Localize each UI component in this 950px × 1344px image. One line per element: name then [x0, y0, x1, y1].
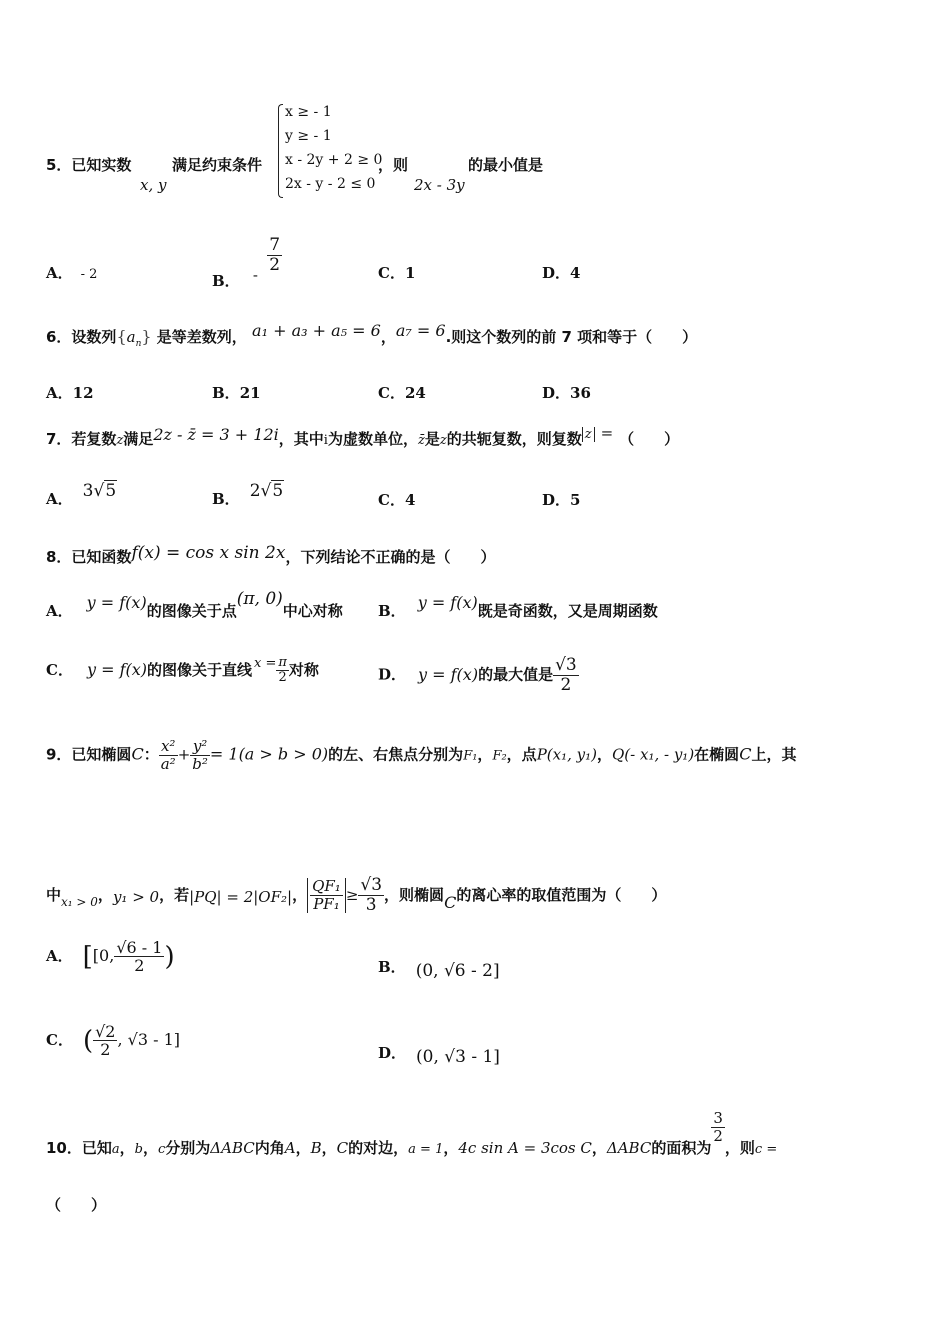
q7-option-d — [542, 489, 580, 510]
q10-c-equals: c = — [754, 1142, 778, 1158]
q5-stem-a: 5．已知实数 — [46, 156, 132, 174]
q9-option-c-fraction — [93, 1023, 117, 1060]
q5-vars: x, y — [140, 176, 167, 194]
q10-area-num: 3 — [713, 1109, 723, 1127]
q8-option-a-math: y = f(x) — [86, 593, 147, 612]
q5-option-d-value: 4 — [570, 264, 581, 282]
q10-stem-e: 的面积为 — [651, 1139, 712, 1158]
q8-option-d-fraction — [553, 656, 579, 695]
q9-option-a-label: A． — [46, 947, 73, 965]
q9-option-a-left: [0, — [92, 946, 115, 965]
q9-point-Q: Q(- x₁, - y₁) — [612, 745, 695, 764]
q8-option-d-num: √3 — [555, 655, 577, 675]
q6-option-c-value: 24 — [404, 384, 426, 402]
q9-ellipse-den-1: a² — [160, 754, 176, 773]
q8-option-a-text-a: 的图像关于点 — [146, 602, 237, 620]
q10-condition-1: a = 1 — [408, 1142, 444, 1158]
q9-ellipse-frac-1 — [159, 738, 178, 773]
q9-ellipse-rhs: = 1(a > b > 0) — [209, 744, 329, 764]
q9-stem-b: 的左、右焦点分别为 — [328, 745, 464, 764]
q9-option-d — [378, 1046, 500, 1067]
q9-condition-1: x₁ > 0 — [61, 894, 98, 909]
q7-option-a-coef: 3 — [82, 481, 94, 501]
q8-option-c — [46, 656, 319, 686]
q9-stem-f: 中 — [46, 885, 62, 904]
q9-C: C — [131, 744, 144, 764]
q5-constraint-2: y ≥ - 1 — [285, 128, 332, 144]
q7-option-a: A． 3√5 — [46, 481, 117, 508]
q5-option-b-label: B． — [212, 271, 240, 290]
q9-option-a-fraction — [114, 939, 164, 976]
q9-stem-c: ，点 — [506, 745, 537, 764]
q7-option-b-coef: 2 — [249, 481, 261, 501]
q5-option-b — [212, 235, 282, 290]
q9-condition-2: y₁ > 0 — [112, 887, 160, 906]
q6-option-b-value: 21 — [239, 384, 261, 402]
q5-stem-c: ，则 — [378, 156, 409, 174]
q10-comma-3: ， — [295, 1139, 311, 1158]
q6-stem-c: .则这个数列的前 7 项和等于（ ） — [445, 328, 698, 346]
q8-option-c-num: π — [278, 655, 287, 670]
q8-option-d-text: 的最大值是 — [478, 665, 554, 684]
q9-stem-d: 在椭圆 — [694, 745, 740, 764]
q9-option-d-label: D． — [378, 1044, 407, 1062]
q7-option-c — [378, 489, 415, 510]
q9-option-c-num: √2 — [95, 1021, 116, 1041]
q6-option-b-label: B． — [212, 384, 240, 402]
q8-option-d-label: D． — [378, 665, 407, 684]
q10-area-den: 2 — [713, 1126, 723, 1145]
q7-equation: 2z - z̄ = 3 + 12i — [153, 425, 279, 444]
q8-option-c-fraction — [276, 656, 289, 686]
q5-option-c-label: C． — [378, 264, 405, 282]
q9-C-3: C — [444, 892, 457, 912]
q10-comma-1: ， — [119, 1139, 135, 1158]
q9-stem-i: 的离心率的取值范围为（ ） — [456, 885, 667, 904]
q9-ellipse-num-1: x² — [159, 738, 178, 756]
q9-point-P: P(x₁, y₁) — [536, 745, 597, 764]
q9-ge: ≥ — [345, 885, 359, 904]
q9-condition-3: |PQ| = 2|OF₂| — [189, 887, 293, 906]
q8-stem-a: 8．已知函数 — [46, 548, 132, 566]
q5-constraint-3: x - 2y + 2 ≥ 0 — [285, 152, 383, 168]
q8-option-b — [378, 593, 658, 621]
q7-stem-g: （ ） — [619, 430, 680, 448]
q5-option-d-label: D． — [542, 264, 571, 282]
q9-stem-e: 上，其 — [751, 745, 797, 764]
q9-ratio-fraction — [310, 878, 343, 913]
q9-ratio-abs — [307, 878, 346, 913]
q5-constraint-system — [285, 100, 382, 196]
q9-option-b-value: (0, √6 - 2] — [415, 961, 500, 981]
q9-option-c-left: ( — [82, 1026, 94, 1056]
q10-comma-2: ， — [142, 1139, 158, 1158]
q5-option-c — [378, 262, 415, 283]
q9-ratio-num: QF₁ — [312, 877, 341, 896]
q9-comma-2: ， — [596, 745, 612, 764]
q6-brace-left: { — [116, 327, 127, 346]
q10-stem-a: 10．已知 — [46, 1139, 112, 1158]
q7-option-c-label: C． — [378, 491, 405, 509]
q6-option-a-label: A． — [46, 384, 73, 402]
q5-stem-b: 满足约束条件 — [172, 156, 263, 174]
q8-stem — [46, 543, 910, 567]
q5-option-c-value: 1 — [404, 264, 416, 282]
q8-option-c-line: x = — [254, 656, 277, 672]
q6-condition-2: a₇ = 6 — [395, 321, 446, 340]
q6-sequence-sub: n — [135, 339, 142, 349]
q6-option-c-label: C． — [378, 384, 405, 402]
q9-stem-h: ，则椭圆 — [384, 885, 445, 904]
q9-option-c-label: C． — [46, 1031, 73, 1049]
q9-ellipse-num-2: y² — [190, 738, 210, 756]
q6-option-b — [212, 382, 261, 403]
q10-stem-c: 内角 — [254, 1139, 285, 1158]
q9-bound-num: √3 — [360, 875, 383, 895]
q9-option-a: A． [[0, $\frac{√6 - 1}{2}$ ) — [46, 937, 175, 976]
q5-option-b-fraction — [267, 236, 282, 275]
q7-z2: z — [439, 433, 447, 448]
q9-option-d-value: (0, √3 - 1] — [416, 1047, 500, 1067]
q6-sequence: a — [126, 328, 136, 346]
q8-option-c-den: 2 — [278, 670, 287, 686]
q9-comma-4: ， — [292, 885, 308, 904]
q9-bound-fraction — [358, 876, 384, 915]
q5-option-a-label: A． — [46, 264, 73, 282]
q10-B: B — [310, 1139, 322, 1158]
q7-stem-f: 的共轭复数，则复数 — [446, 430, 582, 448]
q9-ellipse-den-2: b² — [192, 754, 208, 773]
q8-option-d-math: y = f(x) — [418, 664, 479, 684]
q5-brace — [278, 104, 283, 198]
q7-option-d-label: D． — [542, 491, 571, 509]
q5-stem-d: 的最小值是 — [468, 156, 544, 174]
q10-c: c — [158, 1142, 166, 1158]
q8-option-a-label: A． — [46, 602, 73, 620]
q9-option-a-right: ) — [164, 942, 175, 972]
q7-stem-a: 7．若复数 — [46, 430, 117, 448]
q9-colon: ： — [143, 745, 159, 764]
q9-C-2: C — [739, 744, 752, 764]
q7-stem-d: 为虚数单位， — [327, 430, 418, 448]
q7-z: z — [116, 433, 124, 448]
q8-option-c-math: y = f(x) — [86, 660, 147, 680]
q8-option-c-text-a: 的图像关于直线 — [147, 661, 253, 680]
q9-option-b — [378, 960, 500, 981]
q8-function: f(x) = cos x sin 2x — [131, 543, 286, 563]
q8-option-c-text-b: 对称 — [288, 661, 319, 680]
q5-constraint-4: 2x - y - 2 ≤ 0 — [285, 176, 376, 192]
q9-option-c — [46, 1022, 180, 1059]
q8-stem-b: ，下列结论不正确的是（ ） — [285, 548, 496, 566]
q10-comma-6: ， — [591, 1139, 607, 1158]
q10-comma-5: ， — [443, 1139, 459, 1158]
q8-option-a — [46, 589, 343, 621]
q7-i: i — [323, 433, 328, 448]
q6-option-a-value: 12 — [72, 384, 94, 402]
q9-option-a-num: √6 - 1 — [116, 937, 163, 957]
q9-option-c-den: 2 — [100, 1040, 111, 1060]
q10-triangle: ΔABC — [210, 1139, 255, 1158]
q5-option-b-den: 2 — [269, 254, 281, 275]
q8-option-b-math: y = f(x) — [417, 593, 478, 612]
q7-option-b-label: B． — [212, 490, 240, 508]
q6-separator: ， — [380, 328, 396, 346]
q6-option-d-value: 36 — [570, 384, 591, 402]
q10-triangle-2: ΔABC — [606, 1139, 652, 1158]
q9-stem-line-1 — [46, 738, 930, 773]
q5-option-a — [46, 262, 97, 283]
q6-option-a — [46, 382, 94, 403]
q7-equals: = — [600, 424, 614, 442]
q6-condition-1: a₁ + a₃ + a₅ = 6 — [252, 321, 381, 340]
q10-stem-f: ，则 — [724, 1139, 755, 1158]
q6-brace-right: } — [141, 327, 152, 346]
q9-F2: F₂ — [492, 748, 507, 764]
q6-option-d — [542, 382, 591, 403]
q6-stem — [46, 321, 910, 349]
q10-area-fraction — [711, 1110, 725, 1145]
q9-ellipse-frac-2 — [190, 738, 210, 773]
q8-option-d-den: 2 — [560, 674, 572, 695]
q8-option-b-text: 既是奇函数，又是周期函数 — [477, 602, 658, 620]
q7-option-a-radicand: 5 — [105, 481, 117, 501]
q10-comma-4: ， — [321, 1139, 337, 1158]
q9-ratio-den: PF₁ — [313, 894, 340, 913]
q8-option-c-label: C． — [46, 661, 73, 680]
q8-option-a-point: (π, 0) — [236, 589, 283, 609]
q8-option-a-text-b: 中心对称 — [282, 602, 343, 620]
q7-option-b: B． 2√5 — [212, 481, 284, 508]
q5-option-a-value: - 2 — [80, 267, 98, 282]
q10-answer-blank: （ ） — [46, 1196, 107, 1214]
q9-stem-line-2 — [46, 852, 910, 915]
q10-stem-d: 的对边， — [348, 1139, 409, 1158]
q7-zbar: z̄ — [417, 433, 425, 448]
q10-C: C — [336, 1139, 349, 1158]
q7-abs-z: z — [582, 427, 595, 442]
q7-option-c-value: 4 — [404, 491, 416, 509]
q5-option-d — [542, 262, 580, 283]
q9-F1: F₁ — [463, 748, 478, 764]
q9-bound-den: 3 — [365, 894, 377, 915]
q7-stem-b: 满足 — [123, 430, 154, 448]
q8-option-b-label: B． — [378, 602, 406, 620]
q6-stem-b: 是等差数列， — [156, 328, 247, 346]
q7-stem — [46, 424, 910, 449]
q10-condition-2: 4c sin A = 3cos C — [458, 1139, 592, 1158]
q10-b: b — [134, 1142, 143, 1158]
q5-expression: 2x - 3y — [414, 176, 465, 194]
q7-option-a-label: A． — [46, 490, 73, 508]
q10-A: A — [284, 1139, 296, 1158]
q7-option-d-value: 5 — [570, 491, 581, 509]
q5-constraint-1: x ≥ - 1 — [285, 104, 332, 120]
q5-option-b-num: 7 — [269, 235, 281, 255]
q5-option-b-prefix: - — [252, 265, 258, 284]
q9-plus: + — [177, 745, 191, 764]
q6-option-d-label: D． — [542, 384, 571, 402]
q9-comma: ， — [477, 745, 493, 764]
q10-stem-b: 分别为 — [165, 1139, 211, 1158]
q9-option-c-tail: , √3 - 1] — [117, 1030, 181, 1049]
q9-stem-g: ，若 — [159, 885, 190, 904]
q9-stem-a: 9．已知椭圆 — [46, 745, 132, 764]
q9-option-a-den: 2 — [134, 956, 145, 976]
q7-stem-e: 是 — [424, 430, 440, 448]
q7-stem-c: ，其中 — [278, 430, 324, 448]
q8-option-d — [378, 656, 579, 695]
q6-option-c — [378, 382, 426, 403]
q10-stem — [46, 1104, 930, 1158]
q10-a: a — [111, 1142, 120, 1158]
q9-option-b-label: B． — [378, 958, 406, 976]
q7-option-b-radicand: 5 — [272, 481, 284, 501]
q6-stem-a: 6．设数列 — [46, 328, 117, 346]
q9-comma-3: ， — [97, 885, 113, 904]
